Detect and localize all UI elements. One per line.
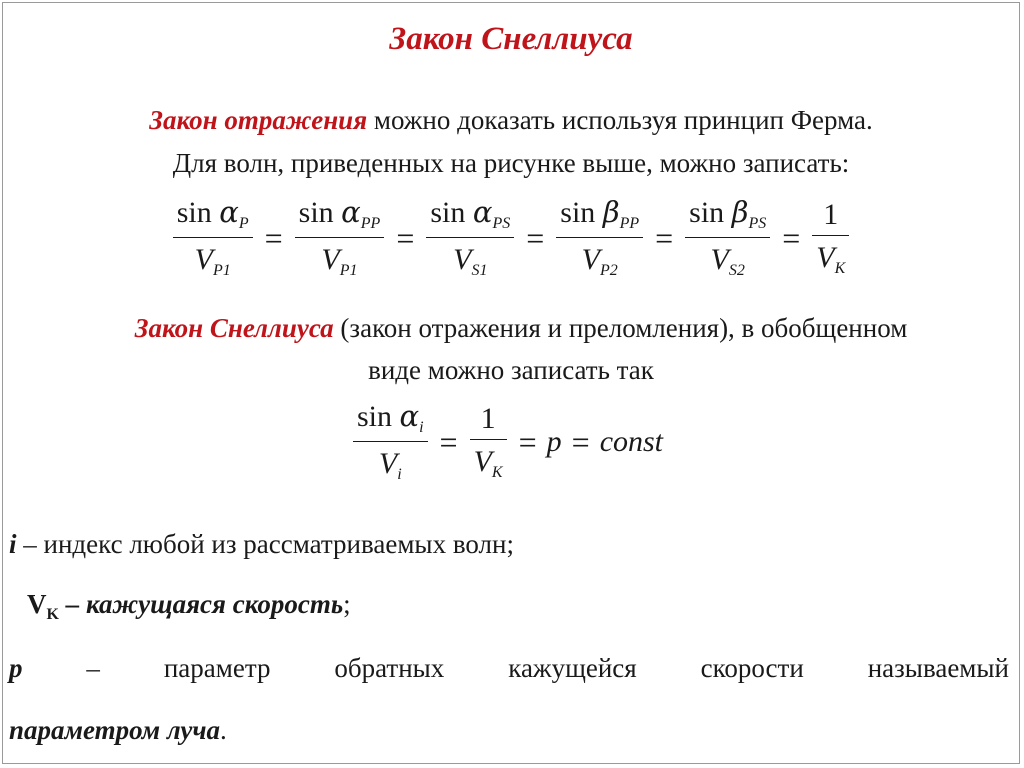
equation-reflection: $\frac{\sin \alpha_P}{V_{P1}}$ = $\frac{\sin \alpha_{PP}}{V_{P1}}$ = $\frac{\sin \alpha_{PS}}{V_{S1}}$ = $\frac{\sin \beta_{PP}}{V_{P2}}$ = $\frac{\sin \beta_{PS}}{V_{S2}}$ = $\frac{1}{V_K}$ xyxy=(3,197,1019,280)
slide xyxy=(2,2,1020,764)
paragraph-2-text: (закон отражения и преломления), в обобщенном xyxy=(333,313,908,343)
paragraph-2-line-2: виде можно записать так xyxy=(368,355,654,385)
equation-snell-general: $\frac{\sin \alpha_i}{V_i}$ = $\frac{1}{V_K}$ = p = const xyxy=(0,401,1015,484)
term-reflection-law: Закон отражения xyxy=(149,105,368,135)
paragraph-1-line-1 xyxy=(3,105,1019,136)
fraction-1: $\frac{\sin \alpha_P}{V_{P1}}$ xyxy=(173,197,253,280)
paragraph-2-line-1 xyxy=(13,313,1024,344)
definition-p-line-2: параметром луча. xyxy=(9,715,227,745)
slide-title: Закон Снеллиуса xyxy=(389,21,633,57)
fraction-2: $\frac{\sin \alpha_{PP}}{V_{P1}}$ xyxy=(295,197,385,280)
term-snell-law: Закон Снеллиуса xyxy=(134,313,334,343)
fraction-sin-alpha-i: $\frac{\sin \alpha_i}{V_i}$ xyxy=(353,401,428,484)
fraction-5: $\frac{\sin \beta_{PS}}{V_{S2}}$ xyxy=(685,197,770,280)
definition-vk: $V_K$ – кажущаяся скорость; xyxy=(27,589,351,623)
fraction-one-over-vk: $\frac{1}{V_K}$ xyxy=(470,403,507,481)
ray-parameter-symbol: p xyxy=(546,425,562,459)
definition-p xyxy=(9,653,1009,684)
definition-i: i – индекс любой из рассматриваемых волн; xyxy=(9,529,514,559)
fraction-3: $\frac{\sin \alpha_{PS}}{V_{S1}}$ xyxy=(426,197,514,280)
definition-p-line-1: p – параметр обратных кажущейся скорости называемый xyxy=(9,653,1009,683)
paragraph-1-line-2: Для волн, приведенных на рисунке выше, можно записать: xyxy=(172,148,850,178)
fraction-4: $\frac{\sin \beta_{PP}}{V_{P2}}$ xyxy=(556,197,643,280)
term-ray-parameter: параметром луча xyxy=(9,715,221,745)
paragraph-1-text: можно доказать используя принцип Ферма. xyxy=(367,105,873,135)
const-label: const xyxy=(599,425,664,459)
fraction-6: $\frac{1}{V_K}$ xyxy=(812,199,849,277)
